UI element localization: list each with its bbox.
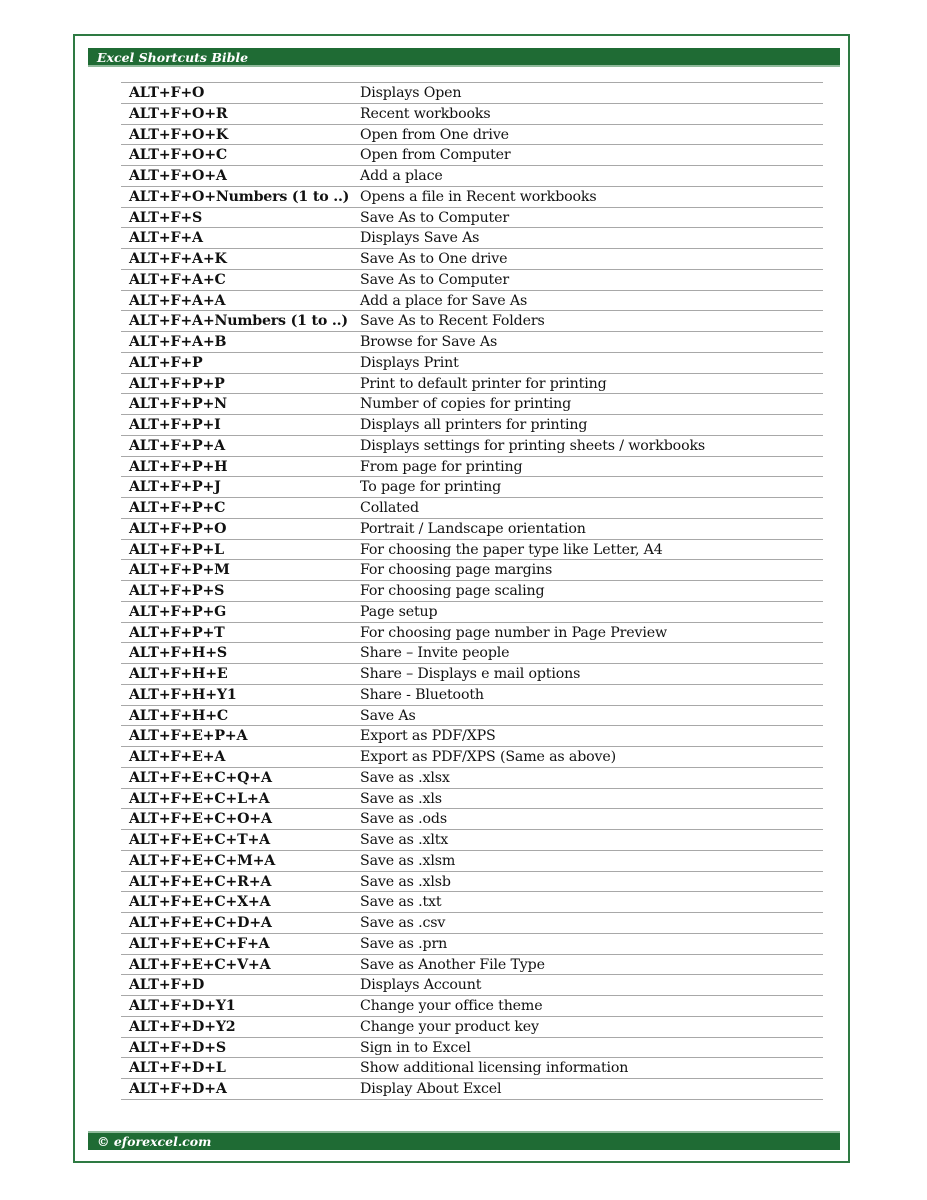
shortcut-key: ALT+F+P+C	[129, 500, 226, 516]
shortcut-description: Add a place for Save As	[360, 292, 528, 309]
table-row	[121, 975, 823, 996]
table-row	[121, 166, 823, 187]
table-row	[121, 187, 823, 208]
shortcut-description: Save as .csv	[360, 915, 446, 931]
shortcut-description: For choosing page margins	[360, 562, 553, 579]
shortcut-key: ALT+F+P+H	[129, 458, 228, 475]
table-row	[121, 477, 823, 498]
shortcut-description: Save As to Computer	[360, 209, 509, 226]
shortcut-key: ALT+F+E+P+A	[129, 728, 248, 745]
shortcut-description: Save as .xltx	[360, 832, 449, 848]
shortcut-key: ALT+F+E+A	[129, 749, 226, 765]
shortcut-description: Opens a file in Recent workbooks	[360, 188, 597, 205]
shortcut-description: Save as .prn	[360, 935, 448, 952]
shortcut-description: Collated	[360, 500, 419, 516]
shortcut-description: Show additional licensing information	[360, 1060, 629, 1077]
table-row	[121, 581, 823, 602]
shortcut-description: Save as .xlsx	[360, 769, 450, 786]
shortcut-description: Add a place	[360, 168, 443, 184]
table-row	[121, 996, 823, 1017]
table-row	[121, 892, 823, 913]
table-row	[121, 208, 823, 229]
shortcut-description: Save as .txt	[360, 894, 442, 911]
shortcut-description: Save As to One drive	[360, 251, 508, 267]
shortcut-key: ALT+F+D+Y1	[129, 998, 236, 1014]
table-row	[121, 1058, 823, 1079]
table-row	[121, 145, 823, 166]
shortcut-key: ALT+F+D+A	[129, 1081, 227, 1097]
shortcut-description: Save As to Computer	[360, 271, 509, 288]
table-row	[121, 519, 823, 540]
shortcut-description: Change your product key	[360, 1018, 539, 1035]
shortcut-description: Displays settings for printing sheets / workbooks	[360, 437, 706, 454]
table-row	[121, 851, 823, 872]
shortcut-description: For choosing page scaling	[360, 583, 545, 599]
shortcut-key: ALT+F+O+K	[129, 126, 229, 143]
shortcut-key: ALT+F+P+S	[129, 583, 225, 599]
table-row	[121, 747, 823, 768]
shortcut-key: ALT+F+A	[129, 230, 203, 247]
shortcut-key: ALT+F+E+C+L+A	[129, 790, 270, 807]
shortcut-description: Export as PDF/XPS (Same as above)	[360, 749, 617, 765]
shortcut-key: ALT+F+P+G	[129, 603, 227, 620]
shortcut-description: To page for printing	[360, 479, 502, 496]
shortcut-description: Open from One drive	[360, 126, 509, 143]
shortcut-key: ALT+F+S	[129, 209, 203, 226]
shortcut-key: ALT+F+H+C	[129, 707, 229, 724]
shortcut-description: Displays Open	[360, 85, 462, 101]
shortcut-description: Change your office theme	[360, 998, 543, 1014]
shortcut-table	[121, 82, 823, 1100]
footer-copyright: © eforexcel.com	[97, 1134, 212, 1149]
shortcut-key: ALT+F+E+C+F+A	[129, 935, 270, 952]
shortcut-key: ALT+F+H+E	[129, 666, 228, 682]
table-row	[121, 436, 823, 457]
shortcut-key: ALT+F+O	[129, 85, 205, 101]
shortcut-key: ALT+F+P+L	[129, 541, 224, 558]
table-row	[121, 311, 823, 332]
shortcut-description: From page for printing	[360, 458, 523, 475]
table-row	[121, 228, 823, 249]
table-row	[121, 270, 823, 291]
table-row	[121, 498, 823, 519]
table-row	[121, 1017, 823, 1038]
shortcut-key: ALT+F+D	[129, 977, 205, 994]
shortcut-key: ALT+F+P	[129, 354, 203, 371]
shortcut-description: Displays Account	[360, 977, 482, 994]
shortcut-description: Save As	[360, 707, 416, 724]
shortcut-description: Browse for Save As	[360, 334, 498, 350]
shortcut-key: ALT+F+E+C+M+A	[129, 852, 276, 869]
table-row	[121, 291, 823, 312]
table-row	[121, 913, 823, 934]
table-row	[121, 685, 823, 706]
shortcut-description: Share – Displays e mail options	[360, 666, 581, 682]
shortcut-description: Number of copies for printing	[360, 396, 572, 413]
table-row	[121, 540, 823, 561]
table-row	[121, 623, 823, 644]
shortcut-key: ALT+F+P+P	[129, 375, 225, 392]
table-row	[121, 789, 823, 810]
table-row	[121, 332, 823, 353]
shortcut-description: Print to default printer for printing	[360, 375, 607, 392]
table-row	[121, 809, 823, 830]
shortcut-key: ALT+F+P+I	[129, 417, 221, 433]
shortcut-key: ALT+F+E+C+X+A	[129, 894, 271, 911]
shortcut-key: ALT+F+O+C	[129, 147, 227, 164]
shortcut-key: ALT+F+P+O	[129, 520, 227, 537]
shortcut-key: ALT+F+A+K	[129, 251, 227, 267]
shortcut-key: ALT+F+P+N	[129, 396, 227, 413]
shortcut-description: Recent workbooks	[360, 105, 491, 122]
shortcut-key: ALT+F+P+J	[129, 479, 221, 496]
shortcut-description: Export as PDF/XPS	[360, 728, 496, 745]
shortcut-key: ALT+F+E+C+O+A	[129, 811, 272, 828]
shortcut-key: ALT+F+A+C	[129, 271, 226, 288]
shortcut-description: For choosing page number in Page Preview	[360, 624, 667, 641]
shortcut-key: ALT+F+H+Y1	[129, 686, 237, 703]
shortcut-key: ALT+F+A+A	[129, 292, 226, 309]
table-row	[121, 353, 823, 374]
shortcut-description: For choosing the paper type like Letter, A4	[360, 541, 663, 558]
table-row	[121, 955, 823, 976]
table-row	[121, 104, 823, 125]
table-row	[121, 830, 823, 851]
footer-bar	[88, 1131, 840, 1150]
shortcut-description: Save as .ods	[360, 811, 447, 828]
shortcut-key: ALT+F+P+T	[129, 624, 225, 641]
table-row	[121, 394, 823, 415]
shortcut-key: ALT+F+O+Numbers (1 to ..)	[129, 188, 350, 205]
table-row	[121, 643, 823, 664]
shortcut-description: Share – Invite people	[360, 645, 510, 662]
table-row	[121, 706, 823, 727]
table-row	[121, 934, 823, 955]
table-row	[121, 1038, 823, 1059]
shortcut-key: ALT+F+E+C+Q+A	[129, 769, 272, 786]
shortcut-key: ALT+F+A+B	[129, 334, 227, 350]
shortcut-key: ALT+F+D+S	[129, 1039, 226, 1056]
shortcut-key: ALT+F+H+S	[129, 645, 227, 662]
shortcut-key: ALT+F+A+Numbers (1 to ..)	[129, 313, 348, 330]
shortcut-description: Portrait / Landscape orientation	[360, 520, 586, 537]
table-row	[121, 872, 823, 893]
table-row	[121, 1079, 823, 1100]
table-row	[121, 83, 823, 104]
table-row	[121, 664, 823, 685]
table-row	[121, 602, 823, 623]
shortcut-description: Open from Computer	[360, 147, 511, 164]
shortcut-key: ALT+F+D+L	[129, 1060, 226, 1077]
table-row	[121, 726, 823, 747]
shortcut-description: Save as .xlsm	[360, 852, 456, 869]
shortcut-key: ALT+F+P+M	[129, 562, 230, 579]
table-row	[121, 249, 823, 270]
shortcut-key: ALT+F+E+C+D+A	[129, 915, 272, 931]
shortcut-key: ALT+F+P+A	[129, 437, 225, 454]
shortcut-key: ALT+F+E+C+V+A	[129, 956, 271, 973]
table-row	[121, 374, 823, 395]
shortcut-key: ALT+F+E+C+T+A	[129, 832, 270, 848]
table-row	[121, 560, 823, 581]
table-row	[121, 768, 823, 789]
shortcut-description: Save as Another File Type	[360, 956, 545, 973]
table-row	[121, 415, 823, 436]
shortcut-description: Save as .xlsb	[360, 873, 451, 890]
shortcut-description: Displays all printers for printing	[360, 417, 588, 433]
shortcut-description: Save as .xls	[360, 790, 442, 807]
shortcut-description: Save As to Recent Folders	[360, 313, 545, 330]
shortcut-description: Display About Excel	[360, 1081, 502, 1097]
shortcut-description: Page setup	[360, 603, 438, 620]
shortcut-key: ALT+F+E+C+R+A	[129, 873, 272, 890]
shortcut-description: Displays Save As	[360, 230, 480, 247]
shortcut-description: Sign in to Excel	[360, 1039, 471, 1056]
header-title: Excel Shortcuts Bible	[97, 50, 249, 65]
shortcut-description: Displays Print	[360, 354, 459, 371]
shortcut-description: Share - Bluetooth	[360, 686, 484, 703]
shortcut-key: ALT+F+D+Y2	[129, 1018, 236, 1035]
header-bar	[88, 48, 840, 67]
shortcut-key: ALT+F+O+A	[129, 168, 227, 184]
table-row	[121, 125, 823, 146]
table-row	[121, 457, 823, 478]
shortcut-key: ALT+F+O+R	[129, 105, 228, 122]
